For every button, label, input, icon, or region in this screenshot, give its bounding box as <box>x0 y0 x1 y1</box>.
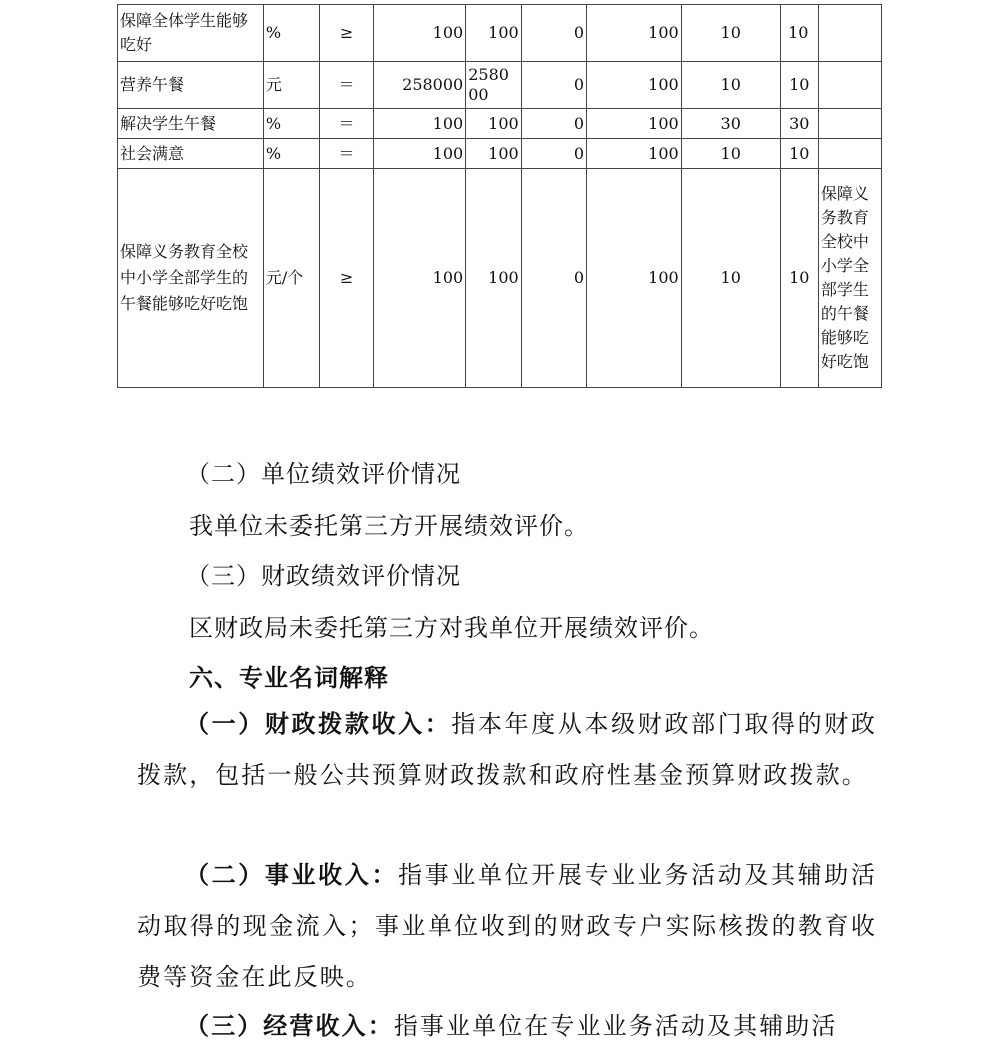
term-definition: 指事业单位开展专业业务活动及其辅助活动取得的现金流入；事业单位收到的财政专户实际核拨的教育收费等资金在此反映。 <box>137 861 877 991</box>
operator-cell: ＝ <box>320 109 373 139</box>
table-row <box>118 169 882 388</box>
diff-cell: 0 <box>521 109 586 139</box>
unit-cell: % <box>263 109 320 139</box>
score-cell: 10 <box>780 139 818 169</box>
note-cell <box>818 5 881 62</box>
note-cell <box>818 62 881 109</box>
operator-cell: ＝ <box>320 62 373 109</box>
term-label: （二）事业收入： <box>185 860 399 889</box>
actual-cell: 100 <box>466 109 522 139</box>
note-cell <box>818 109 881 139</box>
diff-cell: 0 <box>521 5 586 62</box>
score-cell: 10 <box>780 169 818 388</box>
operator-cell: ≥ <box>320 169 373 388</box>
unit-cell: % <box>263 5 320 62</box>
term-definition: 指事业单位在专业业务活动及其辅助活 <box>393 1012 838 1040</box>
table-row <box>118 5 882 62</box>
indicator-cell: 社会满意 <box>118 139 264 169</box>
actual-cell: 100 <box>466 169 522 388</box>
target-cell: 258000 <box>373 62 466 109</box>
target-cell: 100 <box>373 109 466 139</box>
unit-cell: 元 <box>263 62 320 109</box>
term-definition: 指本年度从本级财政部门取得的财政拨款，包括一般公共预算财政拨款和政府性基金预算财政拨款。 <box>137 710 877 789</box>
term-label: （一）财政拨款收入： <box>185 709 452 738</box>
weight-cell: 10 <box>681 62 780 109</box>
rate-cell: 100 <box>587 139 682 169</box>
term-financial-allocation <box>137 698 877 801</box>
rate-cell: 100 <box>587 109 682 139</box>
table-row <box>118 62 882 109</box>
rate-cell: 100 <box>587 169 682 388</box>
term-label: （三）经营收入： <box>185 1011 394 1040</box>
unit-cell: 元/个 <box>263 169 320 388</box>
rate-cell: 100 <box>587 62 682 109</box>
actual-cell: 258000 <box>466 62 522 109</box>
operator-cell: ＝ <box>320 139 373 169</box>
target-cell: 100 <box>373 139 466 169</box>
indicator-cell: 解决学生午餐 <box>118 109 264 139</box>
diff-cell: 0 <box>521 62 586 109</box>
performance-indicator-table <box>117 4 882 388</box>
actual-cell: 100 <box>466 5 522 62</box>
weight-cell: 30 <box>681 109 780 139</box>
glossary-heading: 六、专业名词解释 <box>189 663 389 692</box>
term-business-income <box>137 849 877 1003</box>
fin-eval-text: 区财政局未委托第三方对我单位开展绩效评价。 <box>189 614 714 642</box>
diff-cell: 0 <box>521 169 586 388</box>
target-cell: 100 <box>373 169 466 388</box>
indicator-cell: 保障全体学生能够吃好 <box>118 5 264 62</box>
operator-cell: ≥ <box>320 5 373 62</box>
actual-cell: 100 <box>466 139 522 169</box>
indicator-cell: 保障义务教育全校中小学全部学生的午餐能够吃好吃饱 <box>118 169 264 388</box>
target-cell: 100 <box>373 5 466 62</box>
score-cell: 10 <box>780 62 818 109</box>
note-cell <box>818 139 881 169</box>
table-row <box>118 139 882 169</box>
weight-cell: 10 <box>681 5 780 62</box>
weight-cell: 10 <box>681 169 780 388</box>
indicator-cell: 营养午餐 <box>118 62 264 109</box>
unit-eval-text: 我单位未委托第三方开展绩效评价。 <box>189 512 589 540</box>
table-row <box>118 109 882 139</box>
diff-cell: 0 <box>521 139 586 169</box>
unit-cell: % <box>263 139 320 169</box>
rate-cell: 100 <box>587 5 682 62</box>
weight-cell: 10 <box>681 139 780 169</box>
unit-eval-heading: （二）单位绩效评价情况 <box>186 460 461 488</box>
score-cell: 30 <box>780 109 818 139</box>
score-cell: 10 <box>780 5 818 62</box>
note-cell: 保障义务教育全校中小学全部学生的午餐能够吃好吃饱 <box>818 169 881 388</box>
fin-eval-heading: （三）财政绩效评价情况 <box>186 562 461 590</box>
term-operating-income <box>137 1000 877 1052</box>
